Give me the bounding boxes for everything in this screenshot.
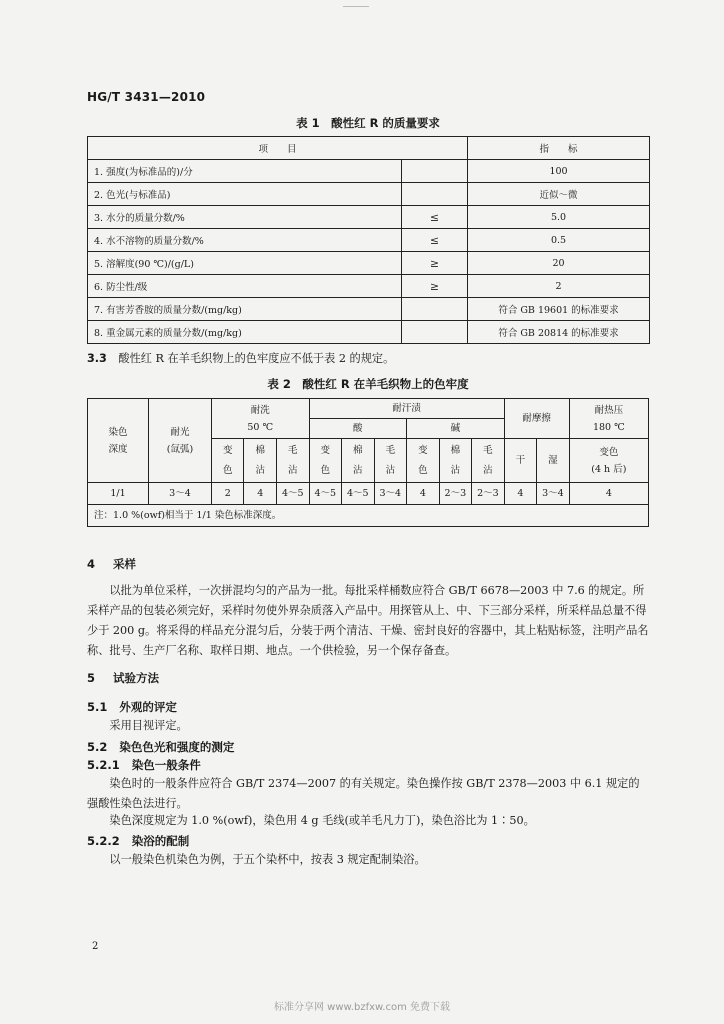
table-row — [88, 252, 650, 275]
table-cell: 3～4 — [537, 483, 570, 505]
header-depth — [88, 399, 149, 483]
header-light — [148, 399, 211, 483]
row-item: 6. 防尘性/级 — [88, 275, 402, 298]
row-item: 1. 强度(为标准品的)/分 — [88, 160, 402, 183]
subheader-cell — [342, 439, 375, 483]
table-row — [88, 183, 650, 206]
header-depth-text: 染色深度 — [108, 426, 128, 455]
top-dash — [343, 6, 369, 7]
row-symbol — [402, 183, 468, 206]
subheader-cell — [407, 439, 440, 483]
subheader-heat-change: 变色 — [599, 446, 619, 458]
table-cell: 4 — [244, 483, 277, 505]
subheader-text: 棉沾 — [353, 444, 363, 476]
header-heat — [569, 399, 648, 439]
subheader-text: 毛沾 — [385, 444, 396, 476]
row-item: 2. 色光(与标准品) — [88, 183, 402, 206]
subheader-text: 变色 — [320, 444, 331, 476]
color-fastness-table — [87, 398, 649, 527]
row-item: 7. 有害芳香胺的质量分数/(mg/kg) — [88, 298, 402, 321]
subheader-heat-time: (4 h 后) — [591, 463, 627, 475]
row-item: 5. 溶解度(90 ℃)/(g/L) — [88, 252, 402, 275]
table-cell: 2～3 — [439, 483, 472, 505]
row-symbol: ≥ — [402, 252, 468, 275]
header-wash-text: 耐洗 — [250, 404, 270, 416]
subheader-text: 变色 — [418, 444, 428, 476]
table-cell: 4～5 — [277, 483, 310, 505]
subheader-cell — [244, 439, 277, 483]
subheader-text: 毛沾 — [483, 444, 493, 476]
section-number: 4 — [87, 557, 96, 571]
header-wash — [211, 399, 309, 439]
section-5-2-1-body-2: 染色深度规定为 1.0 %(owf)，染色用 4 g 毛线(或羊毛凡力丁)，染色浴比为 1∶50。 — [109, 814, 535, 827]
table-row — [88, 160, 650, 183]
footer-watermark: 标准分享网 www.bzfxw.com 免费下载 — [274, 1002, 450, 1013]
table-row — [88, 206, 650, 229]
standard-number: HG/T 3431—2010 — [87, 90, 206, 104]
table-cell: 4～5 — [342, 483, 375, 505]
table-cell: 3～4 — [148, 483, 211, 505]
row-symbol — [402, 160, 468, 183]
header-value: 指 标 — [468, 137, 650, 160]
subheader-cell — [537, 439, 570, 483]
section-number: 3.3 — [87, 352, 107, 365]
subheader-cell — [277, 439, 310, 483]
section-title: 外观的评定 — [119, 700, 177, 714]
subheader-cell — [439, 439, 472, 483]
section-title: 试验方法 — [113, 671, 160, 685]
header-acid: 酸 — [309, 419, 407, 439]
row-value: 5.0 — [468, 206, 650, 229]
section-5-2-1-heading — [87, 755, 649, 775]
section-text: 酸性红 R 在羊毛织物上的色牢度应不低于表 2 的规定。 — [118, 352, 395, 365]
header-sweat: 耐汗渍 — [309, 399, 504, 419]
row-value: 100 — [468, 160, 650, 183]
subheader-heat — [569, 439, 648, 483]
row-symbol: ≥ — [402, 275, 468, 298]
section-title: 染色一般条件 — [131, 758, 201, 772]
table-row — [88, 483, 649, 505]
section-number: 5.2.2 — [87, 834, 120, 848]
table-cell: 4 — [504, 483, 537, 505]
subheader-cell — [504, 439, 537, 483]
page-number: 2 — [92, 941, 99, 952]
row-value: 20 — [468, 252, 650, 275]
row-item: 4. 水不溶物的质量分数/% — [88, 229, 402, 252]
section-5-2-1-body-1: 染色时的一般条件应符合 GB/T 2374—2007 的有关规定。染色操作按 GB/T 2378—2003 中 6.1 规定的强酸性染色法进行。 — [87, 777, 640, 810]
section-3-3 — [87, 349, 649, 369]
table-cell: 4 — [407, 483, 440, 505]
row-value: 符合 GB 20814 的标准要求 — [468, 321, 650, 344]
table-header-row — [88, 137, 650, 160]
section-number: 5 — [87, 671, 96, 685]
table2-caption: 表 2 酸性红 R 在羊毛织物上的色牢度 — [267, 377, 469, 391]
row-value: 符合 GB 19601 的标准要求 — [468, 298, 650, 321]
header-rub: 耐摩擦 — [504, 399, 569, 439]
table-cell: 1/1 — [88, 483, 149, 505]
row-symbol: ≤ — [402, 229, 468, 252]
header-item: 项 目 — [88, 137, 468, 160]
table-row — [88, 298, 650, 321]
section-4-body: 以批为单位采样，一次拼混均匀的产品为一批。每批采样桶数应符合 GB/T 6678—2003 中 7.6 的规定。所采样产品的包装必须完好，采样时勿使外界杂质落入产品中。用探管从上、中、下三部分采样，所采样品总量不得少于 200 g。将采得的样品充分混匀后，分装于两个清洁、干燥、密封良好的容器中，其上粘贴标签，注明产品名称、批号、生产厂名称、取样日期、地点。一个供检验，另一个保存备查。 — [87, 584, 649, 657]
section-title: 染色色光和强度的测定 — [119, 740, 235, 754]
row-symbol: ≤ — [402, 206, 468, 229]
section-5-2-heading — [87, 737, 649, 757]
row-symbol — [402, 298, 468, 321]
table1-caption: 表 1 酸性红 R 的质量要求 — [296, 116, 440, 130]
section-5-heading — [87, 668, 649, 688]
row-value: 0.5 — [468, 229, 650, 252]
section-number: 5.2.1 — [87, 758, 120, 772]
subheader-text: 干 — [515, 455, 526, 466]
section-number: 5.1 — [87, 700, 108, 714]
row-item: 3. 水分的质量分数/% — [88, 206, 402, 229]
table-cell: 4 — [569, 483, 648, 505]
header-heat-temp: 180 ℃ — [592, 421, 625, 433]
subheader-text: 湿 — [548, 455, 558, 466]
table-row — [88, 229, 650, 252]
table-row — [88, 321, 650, 344]
subheader-text: 毛沾 — [288, 444, 298, 476]
subheader-cell — [374, 439, 407, 483]
row-symbol — [402, 321, 468, 344]
table-cell: 3～4 — [374, 483, 407, 505]
section-title: 采样 — [113, 557, 137, 571]
subheader-cell — [309, 439, 342, 483]
header-light-text: 耐光(氙弧) — [166, 426, 194, 455]
table-row — [88, 275, 650, 298]
header-alkali: 碱 — [407, 419, 505, 439]
subheader-cell — [472, 439, 505, 483]
section-4-heading — [87, 554, 649, 574]
section-5-1-body: 采用目视评定。 — [109, 719, 188, 732]
section-5-1-heading — [87, 697, 649, 717]
table-cell: 4～5 — [309, 483, 342, 505]
header-wash-temp: 50 ℃ — [247, 421, 274, 433]
header-heat-text: 耐热压 — [594, 404, 624, 416]
subheader-cell — [211, 439, 244, 483]
section-5-2-2-heading — [87, 831, 649, 851]
section-number: 5.2 — [87, 740, 108, 754]
subheader-text: 棉沾 — [450, 444, 461, 476]
section-title: 染浴的配制 — [131, 834, 190, 848]
quality-requirements-table — [87, 136, 650, 344]
row-value: 2 — [468, 275, 650, 298]
table-cell: 2～3 — [472, 483, 505, 505]
row-item: 8. 重金属元素的质量分数/(mg/kg) — [88, 321, 402, 344]
subheader-text: 变色 — [222, 444, 233, 476]
section-5-2-2-body: 以一般染色机染色为例，于五个染杯中，按表 3 规定配制染浴。 — [109, 853, 426, 866]
row-value: 近似～微 — [468, 183, 650, 206]
subheader-text: 棉沾 — [255, 444, 265, 476]
table2-note: 注：1.0 %(owf)相当于 1/1 染色标准深度。 — [88, 505, 649, 527]
table-cell: 2 — [211, 483, 244, 505]
